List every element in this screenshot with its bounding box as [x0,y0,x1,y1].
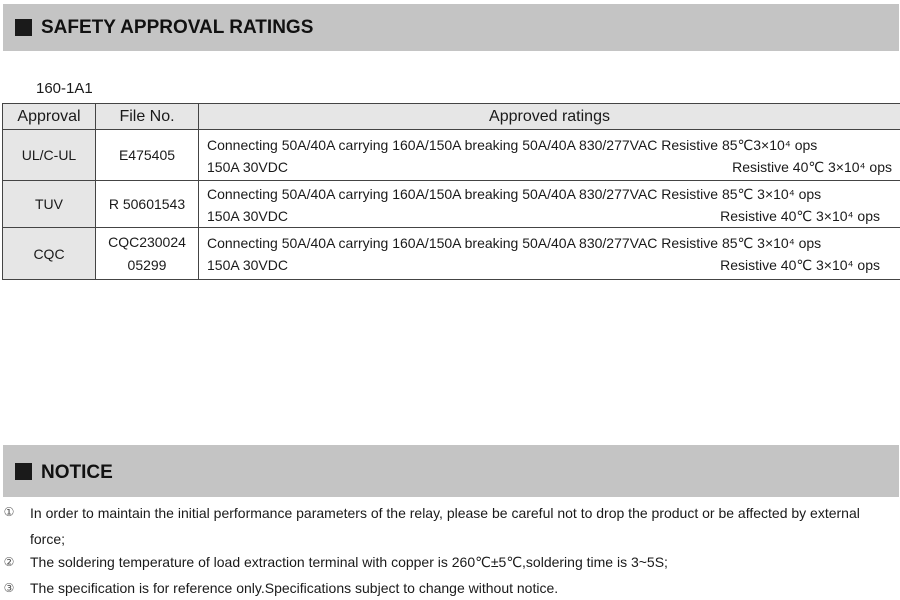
ratings-cell [199,181,900,228]
table-row [3,181,900,228]
notice-text: In order to maintain the initial performance parameters of the relay, please be careful not to drop the product or be affected by external force; [30,500,870,552]
notice-text: The specification is for reference only.Specifications subject to change without notice. [30,576,870,600]
ratings-dc-text: 150A 30VDC [207,205,288,227]
ratings-line-1: Connecting 50A/40A carrying 160A/150A breaking 50A/40A 830/277VAC Resistive 85℃ 3×10⁴ ops [207,183,892,205]
ratings-dc-text: 150A 30VDC [207,156,288,178]
ratings-line-2 [207,205,892,227]
table-header-row [3,104,900,130]
ratings-cell [199,130,900,181]
file-no-cell [96,181,199,228]
approval-cell: UL/C-UL [3,130,96,181]
ratings-cell [199,228,900,280]
safety-section-header [3,4,899,51]
square-bullet-icon [15,463,32,480]
ratings-resistive-text: Resistive 40℃ 3×10⁴ ops [732,156,892,178]
header-approval: Approval [3,104,96,130]
table-row [3,130,900,181]
section-title: SAFETY APPROVAL RATINGS [41,17,313,39]
approval-cell: CQC [3,228,96,280]
ratings-line-1: Connecting 50A/40A carrying 160A/150A breaking 50A/40A 830/277VAC Resistive 85℃3×10⁴ ops [207,134,892,156]
file-no-line: E475405 [96,144,198,167]
file-no-cell [96,130,199,181]
ratings-line-2 [207,156,892,178]
file-no-line: CQC230024 [96,231,198,254]
square-bullet-icon [15,19,32,36]
ratings-resistive-text: Resistive 40℃ 3×10⁴ ops [720,205,880,227]
approval-ratings-table [2,103,900,280]
notice-item [0,576,900,600]
circled-number-icon: ① [0,500,18,524]
notice-text: The soldering temperature of load extraction terminal with copper is 260℃±5℃,soldering time is 3~5S; [30,550,870,574]
file-no-line: R 50601543 [96,193,198,216]
ratings-dc-text: 150A 30VDC [207,254,288,276]
circled-number-icon: ③ [0,576,18,600]
notice-item [0,500,900,552]
ratings-resistive-text: Resistive 40℃ 3×10⁴ ops [720,254,880,276]
table-row [3,228,900,280]
header-file-no: File No. [96,104,199,130]
header-approved-ratings: Approved ratings [199,104,900,130]
file-no-cell [96,228,199,280]
notice-section-header [3,445,899,497]
section-title: NOTICE [41,462,113,484]
file-no-line: 05299 [96,254,198,277]
model-number: 160-1A1 [36,80,93,97]
approval-cell: TUV [3,181,96,228]
ratings-line-2 [207,254,892,276]
circled-number-icon: ② [0,550,18,574]
ratings-line-1: Connecting 50A/40A carrying 160A/150A breaking 50A/40A 830/277VAC Resistive 85℃ 3×10⁴ ops [207,232,892,254]
notice-item [0,550,900,574]
